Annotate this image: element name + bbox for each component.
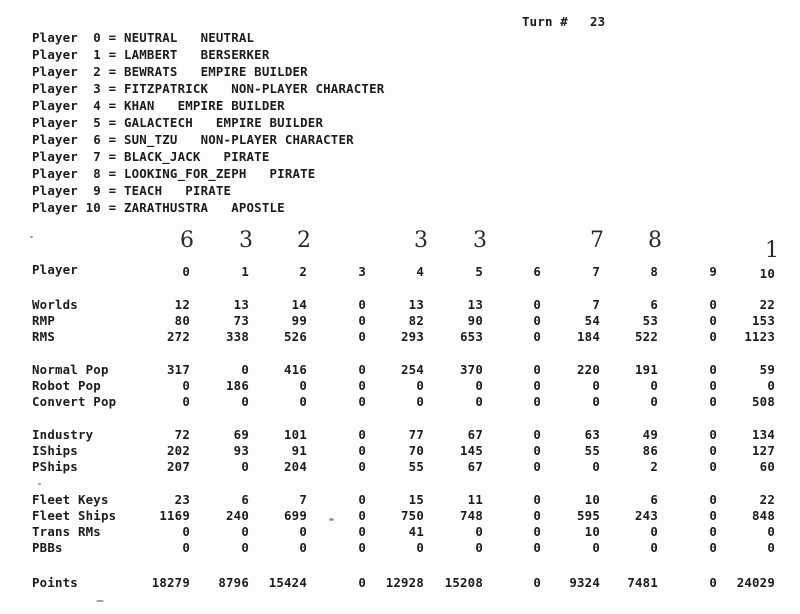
table-cell: 13 (467, 297, 483, 312)
table-cell: 0 (358, 524, 366, 539)
table-cell: 0 (358, 394, 366, 409)
table-cell: 101 (284, 427, 307, 442)
table-cell: 0 (650, 394, 658, 409)
table-row-label: IShips (32, 443, 78, 458)
table-header-cell: 4 (416, 264, 424, 279)
table-cell: 0 (533, 575, 541, 590)
table-cell: 243 (635, 508, 658, 523)
player-roster-number: 7 (93, 149, 101, 164)
table-cell: 0 (533, 394, 541, 409)
table-cell: 0 (533, 540, 541, 555)
player-roster-label: Player (32, 64, 78, 79)
table-header-cell: 5 (475, 264, 483, 279)
table-cell: 0 (592, 540, 600, 555)
player-roster-number: 6 (93, 132, 101, 147)
table-cell: 848 (752, 508, 775, 523)
table-cell: 60 (759, 459, 775, 474)
table-cell: 0 (767, 524, 775, 539)
player-roster-label: Player (32, 149, 78, 164)
player-roster-row: Player 3 = FITZPATRICK NON-PLAYER CHARACTER (32, 81, 385, 96)
table-cell: 0 (533, 492, 541, 507)
player-roster-label: Player (32, 200, 78, 215)
handwritten-rank: 6 (180, 228, 195, 253)
table-cell: 11 (467, 492, 483, 507)
table-cell: 184 (577, 329, 600, 344)
player-roster-row: Player 7 = BLACK_JACK PIRATE (32, 149, 270, 164)
table-cell: 595 (577, 508, 600, 523)
table-cell: 416 (284, 362, 307, 377)
table-cell: 14 (291, 297, 307, 312)
player-roster-label: Player (32, 30, 78, 45)
player-roster-role: EMPIRE BUILDER (177, 98, 285, 113)
table-cell: 24029 (736, 575, 775, 590)
player-roster-role: PIRATE (269, 166, 316, 181)
table-row-label: PShips (32, 459, 78, 474)
player-roster-role: PIRATE (185, 183, 232, 198)
table-cell: 55 (584, 443, 600, 458)
table-cell: 0 (650, 378, 658, 393)
paper-speck (38, 483, 41, 485)
table-cell: 41 (408, 524, 424, 539)
table-cell: 0 (416, 378, 424, 393)
table-cell: 0 (709, 508, 717, 523)
table-cell: 0 (709, 313, 717, 328)
table-cell: 73 (233, 313, 249, 328)
table-row-label: Points (32, 575, 78, 590)
table-cell: 0 (299, 524, 307, 539)
player-roster-role: APOSTLE (231, 200, 285, 215)
table-cell: 0 (475, 524, 483, 539)
table-cell: 0 (709, 524, 717, 539)
table-row-label: Convert Pop (32, 394, 117, 409)
table-cell: 12928 (385, 575, 424, 590)
player-roster-label: Player (32, 98, 78, 113)
table-cell: 0 (241, 524, 249, 539)
table-cell: 317 (167, 362, 190, 377)
table-cell: 0 (709, 575, 717, 590)
table-cell: 526 (284, 329, 307, 344)
table-cell: 13 (408, 297, 424, 312)
player-roster-role: NON-PLAYER CHARACTER (231, 81, 385, 96)
table-cell: 22 (759, 297, 775, 312)
player-roster-name: ZARATHUSTRA (123, 200, 209, 215)
player-roster-role: BERSERKER (200, 47, 270, 62)
table-cell: 145 (460, 443, 483, 458)
player-roster-row: Player 6 = SUN_TZU NON-PLAYER CHARACTER (32, 132, 354, 147)
table-cell: 10 (584, 492, 600, 507)
player-roster-number: 1 (93, 47, 101, 62)
table-cell: 0 (241, 540, 249, 555)
table-cell: 12 (174, 297, 190, 312)
table-cell: 53 (642, 313, 658, 328)
table-cell: 653 (460, 329, 483, 344)
table-header-label: Player (32, 262, 78, 277)
table-cell: 69 (233, 427, 249, 442)
table-cell: 748 (460, 508, 483, 523)
player-roster-number: 10 (85, 200, 101, 215)
table-cell: 338 (226, 329, 249, 344)
table-cell: 82 (408, 313, 424, 328)
handwritten-rank: 3 (414, 228, 429, 253)
table-row-label: Robot Pop (32, 378, 101, 393)
table-cell: 522 (635, 329, 658, 344)
table-cell: 70 (408, 443, 424, 458)
table-row-label: RMS (32, 329, 55, 344)
player-roster-number: 5 (93, 115, 101, 130)
table-cell: 0 (709, 362, 717, 377)
player-roster-number: 9 (93, 183, 101, 198)
table-cell: 72 (174, 427, 190, 442)
table-cell: 63 (584, 427, 600, 442)
table-cell: 0 (299, 378, 307, 393)
table-cell: 0 (182, 378, 190, 393)
table-cell: 22 (759, 492, 775, 507)
table-row-label: RMP (32, 313, 55, 328)
table-cell: 54 (584, 313, 600, 328)
table-cell: 272 (167, 329, 190, 344)
table-cell: 0 (709, 492, 717, 507)
table-cell: 0 (182, 394, 190, 409)
table-header-cell: 0 (182, 264, 190, 279)
handwritten-rank: 1 (765, 238, 780, 263)
table-cell: 0 (533, 362, 541, 377)
player-roster-role: EMPIRE BUILDER (215, 115, 324, 130)
table-row-label: Industry (32, 427, 94, 442)
player-roster-row: Player 9 = TEACH PIRATE (32, 183, 232, 198)
table-cell: 0 (709, 459, 717, 474)
player-roster-name: LAMBERT (123, 47, 178, 62)
table-cell: 0 (709, 329, 717, 344)
player-roster-name: TEACH (123, 183, 163, 198)
player-roster-row: Player 8 = LOOKING_FOR_ZEPH PIRATE (32, 166, 316, 181)
table-cell: 750 (401, 508, 424, 523)
player-roster-role: PIRATE (223, 149, 270, 164)
table-cell: 23 (174, 492, 190, 507)
player-roster-name: SUN_TZU (123, 132, 178, 147)
table-cell: 0 (241, 459, 249, 474)
player-roster-name: GALACTECH (123, 115, 193, 130)
table-cell: 77 (408, 427, 424, 442)
table-cell: 134 (752, 427, 775, 442)
table-header-cell: 10 (759, 266, 775, 281)
table-cell: 0 (358, 540, 366, 555)
table-cell: 6 (650, 297, 658, 312)
table-cell: 2 (650, 459, 658, 474)
player-roster-name: LOOKING_FOR_ZEPH (123, 166, 247, 181)
table-cell: 0 (475, 540, 483, 555)
table-header-cell: 9 (709, 264, 717, 279)
table-cell: 0 (533, 297, 541, 312)
paper-speck (329, 518, 334, 521)
table-cell: 7 (299, 492, 307, 507)
table-cell: 0 (358, 297, 366, 312)
table-cell: 0 (533, 443, 541, 458)
table-header-cell: 7 (592, 264, 600, 279)
player-roster-label: Player (32, 81, 78, 96)
table-cell: 1169 (159, 508, 190, 523)
table-cell: 0 (358, 443, 366, 458)
table-cell: 0 (299, 394, 307, 409)
table-cell: 67 (467, 459, 483, 474)
player-roster-row: Player 0 = NEUTRAL NEUTRAL (32, 30, 255, 45)
player-roster-name: BLACK_JACK (123, 149, 201, 164)
player-roster-label: Player (32, 166, 78, 181)
table-cell: 0 (533, 459, 541, 474)
table-cell: 0 (358, 575, 366, 590)
table-cell: 1123 (744, 329, 775, 344)
table-cell: 0 (533, 508, 541, 523)
table-cell: 18279 (151, 575, 190, 590)
handwritten-rank: 3 (239, 228, 254, 253)
table-row-label: Fleet Ships (32, 508, 117, 523)
player-roster-row: Player 10 = ZARATHUSTRA APOSTLE (32, 200, 285, 215)
player-roster-row: Player 4 = KHAN EMPIRE BUILDER (32, 98, 285, 113)
table-cell: 55 (408, 459, 424, 474)
table-cell: 0 (709, 297, 717, 312)
table-cell: 7 (592, 297, 600, 312)
table-cell: 254 (401, 362, 424, 377)
player-roster-label: Player (32, 183, 78, 198)
table-cell: 0 (592, 459, 600, 474)
table-cell: 240 (226, 508, 249, 523)
table-cell: 10 (584, 524, 600, 539)
table-cell: 0 (416, 394, 424, 409)
table-cell: 6 (650, 492, 658, 507)
table-cell: 0 (650, 540, 658, 555)
table-cell: 15 (408, 492, 424, 507)
handwritten-rank: 2 (297, 228, 312, 253)
table-cell: 0 (358, 329, 366, 344)
player-roster-label: Player (32, 132, 78, 147)
table-cell: 0 (533, 313, 541, 328)
table-cell: 0 (533, 378, 541, 393)
table-cell: 0 (358, 492, 366, 507)
table-cell: 293 (401, 329, 424, 344)
table-cell: 0 (299, 540, 307, 555)
player-roster-number: 3 (93, 81, 101, 96)
player-roster-name: BEWRATS (123, 64, 178, 79)
table-cell: 9324 (569, 575, 600, 590)
table-cell: 0 (182, 540, 190, 555)
table-cell: 15208 (444, 575, 483, 590)
player-roster-name: NEUTRAL (123, 30, 178, 45)
table-cell: 0 (358, 362, 366, 377)
table-cell: 0 (650, 524, 658, 539)
table-row-label: Fleet Keys (32, 492, 109, 507)
table-cell: 0 (475, 394, 483, 409)
table-cell: 13 (233, 297, 249, 312)
table-cell: 6 (241, 492, 249, 507)
table-cell: 49 (642, 427, 658, 442)
table-cell: 90 (467, 313, 483, 328)
handwritten-rank: 8 (648, 228, 663, 253)
table-cell: 0 (416, 540, 424, 555)
table-cell: 204 (284, 459, 307, 474)
table-cell: 699 (284, 508, 307, 523)
table-cell: 0 (182, 524, 190, 539)
table-cell: 0 (533, 427, 541, 442)
table-cell: 220 (577, 362, 600, 377)
handwritten-rank: 7 (590, 228, 605, 253)
table-cell: 0 (358, 378, 366, 393)
table-cell: 0 (592, 378, 600, 393)
table-cell: 0 (709, 540, 717, 555)
table-cell: 8796 (218, 575, 249, 590)
player-roster-number: 4 (93, 98, 101, 113)
table-cell: 0 (592, 394, 600, 409)
player-roster-row: Player 5 = GALACTECH EMPIRE BUILDER (32, 115, 324, 130)
table-cell: 153 (752, 313, 775, 328)
turn-number: 23 (589, 14, 606, 29)
table-cell: 0 (767, 378, 775, 393)
table-row-label: PBBs (32, 540, 63, 555)
table-cell: 0 (533, 524, 541, 539)
table-cell: 93 (233, 443, 249, 458)
table-cell: 0 (709, 394, 717, 409)
paper-speck (30, 236, 33, 238)
table-cell: 0 (241, 362, 249, 377)
table-cell: 67 (467, 427, 483, 442)
table-header-cell: 8 (650, 264, 658, 279)
table-cell: 0 (533, 329, 541, 344)
table-cell: 0 (358, 313, 366, 328)
table-cell: 0 (709, 443, 717, 458)
table-cell: 86 (642, 443, 658, 458)
player-roster-label: Player (32, 115, 78, 130)
table-header-cell: 3 (358, 264, 366, 279)
table-row-label: Worlds (32, 297, 78, 312)
table-cell: 202 (167, 443, 190, 458)
table-cell: 0 (767, 540, 775, 555)
table-cell: 186 (226, 378, 249, 393)
table-row-label: Normal Pop (32, 362, 109, 377)
player-roster-row: Player 2 = BEWRATS EMPIRE BUILDER (32, 64, 308, 79)
player-roster-label: Player (32, 47, 78, 62)
player-roster-number: 2 (93, 64, 101, 79)
player-roster-role: NEUTRAL (200, 30, 255, 45)
table-cell: 0 (709, 427, 717, 442)
table-cell: 15424 (268, 575, 307, 590)
table-cell: 0 (358, 508, 366, 523)
table-cell: 207 (167, 459, 190, 474)
table-cell: 0 (709, 378, 717, 393)
table-row-label: Trans RMs (32, 524, 101, 539)
table-header-cell: 6 (533, 264, 541, 279)
player-roster-number: 0 (93, 30, 101, 45)
paper-speck (96, 600, 104, 602)
handwritten-rank: 3 (473, 228, 488, 253)
player-roster-number: 8 (93, 166, 101, 181)
turn-label: Turn # (522, 14, 568, 29)
table-header-cell: 2 (299, 264, 307, 279)
table-cell: 91 (291, 443, 307, 458)
table-cell: 370 (460, 362, 483, 377)
table-header-cell: 1 (241, 264, 249, 279)
table-cell: 508 (752, 394, 775, 409)
table-cell: 80 (174, 313, 190, 328)
player-roster-name: FITZPATRICK (123, 81, 209, 96)
player-roster-role: NON-PLAYER CHARACTER (200, 132, 354, 147)
table-cell: 59 (759, 362, 775, 377)
table-cell: 127 (752, 443, 775, 458)
player-roster-name: KHAN (123, 98, 155, 113)
player-roster-role: EMPIRE BUILDER (200, 64, 308, 79)
player-roster-row: Player 1 = LAMBERT BERSERKER (32, 47, 270, 62)
table-cell: 7481 (627, 575, 658, 590)
table-cell: 0 (358, 427, 366, 442)
table-cell: 0 (475, 378, 483, 393)
table-cell: 0 (241, 394, 249, 409)
table-cell: 0 (358, 459, 366, 474)
table-cell: 99 (291, 313, 307, 328)
table-cell: 191 (635, 362, 658, 377)
